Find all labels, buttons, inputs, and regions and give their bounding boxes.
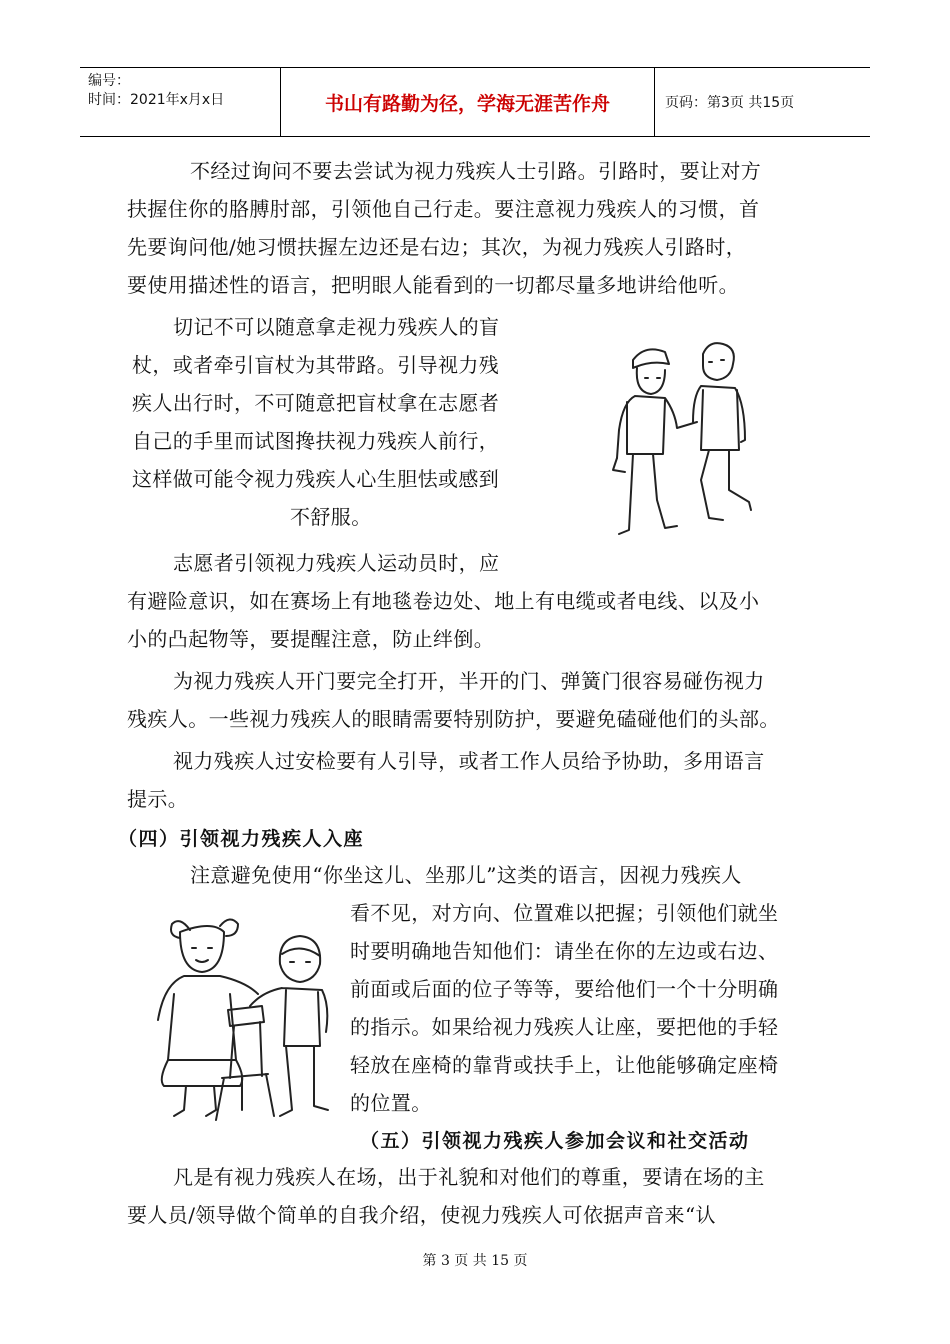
text-line: 提示。 [127,787,189,811]
text-line: 扶握住你的胳膊肘部，引领他自己行走。要注意视力残疾人的习惯，首 [127,197,760,221]
text-line: 有避险意识，如在赛场上有地毯卷边处、地上有电缆或者电线、以及小 [127,589,760,613]
text-line: 凡是有视力残疾人在场，出于礼貌和对他们的尊重，要请在场的主 [173,1165,765,1189]
text-line: 看不见，对方向、位置难以把握；引领他们就坐 [350,901,779,925]
text-line: 要人员/领导做个简单的自我介绍，使视力残疾人可依据声音来“认 [127,1203,716,1227]
time-label: 时间：2021年x月x日 [88,92,225,108]
text-line: 这样做可能令视力残疾人心生胆怯或感到 [132,467,500,491]
text-line: 不经过询问不要去尝试为视力残疾人士引路。引路时，要让对方 [190,159,762,183]
text-line: 要使用描述性的语言，把明眼人能看到的一切都尽量多地讲给他听。 [127,273,739,297]
text-line: 的指示。如果给视力残疾人让座，要把他的手轻 [350,1015,779,1039]
text-line: 注意避免使用“你坐这儿、坐那儿”这类的语言，因视力残疾人 [190,863,742,887]
header-page-info: 页码：第3页 共15页 [665,95,795,111]
text-line: 志愿者引领视力残疾人运动员时，应 [173,551,500,575]
text-line: 视力残疾人过安检要有人引导，或者工作人员给予协助，多用语言 [173,749,765,773]
cap-icon [633,349,669,368]
text-line: 时要明确地告知他们：请坐在你的左边或右边、 [350,939,779,963]
text-line: 疾人出行时，不可随意把盲杖拿在志愿者 [132,391,500,415]
number-label: 编号： [88,73,130,89]
text-line: 自己的手里而试图搀扶视力残疾人前行， [132,429,500,453]
header-meta [80,68,281,136]
section-heading-4: （四）引领视力残疾人入座 [118,828,365,850]
page-footer: 第 3 页 共 15 页 [422,1253,528,1269]
text-line: 切记不可以随意拿走视力残疾人的盲 [173,315,500,339]
header-motto: 书山有路勤为径，学海无涯苦作舟 [281,68,655,136]
text-line: 的位置。 [350,1091,432,1115]
illustration-guiding-walk [605,330,755,545]
text-line: 小的凸起物等，要提醒注意，防止绊倒。 [127,627,495,651]
section-heading-5: （五）引领视力残疾人参加会议和社交活动 [360,1130,750,1152]
text-line: 轻放在座椅的靠背或扶手上，让他能够确定座椅 [350,1053,779,1077]
text-line: 为视力残疾人开门要完全打开，半开的门、弹簧门很容易碰伤视力 [173,669,765,693]
text-line: 不舒服。 [290,505,372,529]
header-table [80,67,870,137]
text-line: 前面或后面的位子等等，要给他们一个十分明确 [350,977,779,1001]
illustration-guiding-seat [150,910,345,1125]
text-line: 杖，或者牵引盲杖为其带路。引导视力残 [132,353,500,377]
text-line: 先要询问他/她习惯扶握左边还是右边；其次，为视力残疾人引路时， [127,235,747,259]
text-line: 残疾人。一些视力残疾人的眼睛需要特别防护，要避免磕碰他们的头部。 [127,707,780,731]
